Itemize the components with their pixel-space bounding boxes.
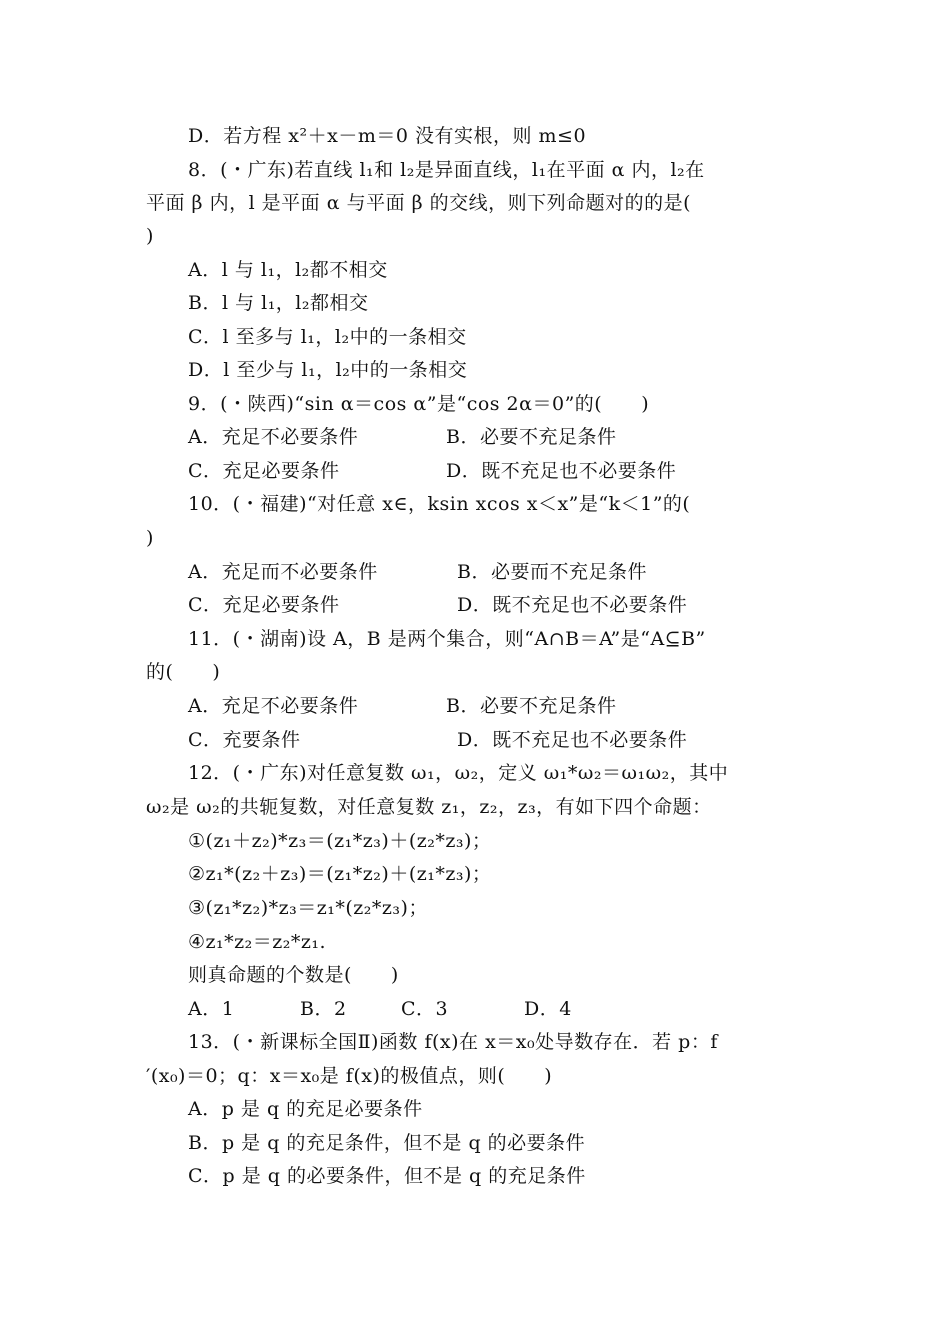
question-12-stem: 12．(・广东)对任意复数 ω₁，ω₂，定义 ω₁*ω₂＝ω₁ω₂，其中 <box>188 762 729 784</box>
option-8d: D．l 至少与 l₁，l₂中的一条相交 <box>188 359 468 381</box>
question-11-stem-end: 的( ) <box>146 661 221 683</box>
option-11c: C．充要条件 <box>188 729 301 751</box>
question-12-ask: 则真命题的个数是( ) <box>188 964 399 986</box>
option-13b: B．p 是 q 的充足条件，但不是 q 的必要条件 <box>188 1132 586 1154</box>
option-9d: D．既不充足也不必要条件 <box>446 460 677 482</box>
option-11d: D．既不充足也不必要条件 <box>457 729 688 751</box>
option-12a: A．1 <box>188 998 235 1020</box>
question-13-stem: 13．(・新课标全国Ⅱ)函数 f(x)在 x＝x₀处导数存在．若 p：f <box>188 1031 718 1053</box>
question-13-stem-cont: ′(x₀)＝0；q：x＝x₀是 f(x)的极值点，则( ) <box>146 1065 553 1087</box>
option-12b: B．2 <box>300 998 347 1020</box>
option-10b: B．必要而不充足条件 <box>457 561 647 583</box>
question-10-stem-end: ) <box>146 527 154 549</box>
proposition-4: ④z₁*z₂＝z₂*z₁. <box>188 931 327 953</box>
option-8a: A．l 与 l₁，l₂都不相交 <box>188 259 388 281</box>
option-11a: A．充足不必要条件 <box>188 695 359 717</box>
question-8-stem-cont: 平面 β 内，l 是平面 α 与平面 β 的交线，则下列命题对的的是( <box>146 192 692 214</box>
option-13a: A．p 是 q 的充足必要条件 <box>188 1098 423 1120</box>
option-9a: A．充足不必要条件 <box>188 426 359 448</box>
question-9-stem: 9．(・陕西)“sin α＝cos α”是“cos 2α＝0”的( ) <box>188 393 650 415</box>
option-12c: C．3 <box>401 998 449 1020</box>
question-12-stem-cont: ω₂是 ω₂的共轭复数，对任意复数 z₁，z₂，z₃，有如下四个命题： <box>146 796 712 818</box>
proposition-3: ③(z₁*z₂)*z₃＝z₁*(z₂*z₃)； <box>188 897 428 919</box>
question-11-stem: 11．(・湖南)设 A，B 是两个集合，则“A∩B＝A”是“A⊆B” <box>188 628 706 650</box>
question-8-stem-end: ) <box>146 225 154 247</box>
option-8c: C．l 至多与 l₁，l₂中的一条相交 <box>188 326 467 348</box>
option-10d: D．既不充足也不必要条件 <box>457 594 688 616</box>
proposition-2: ②z₁*(z₂＋z₃)＝(z₁*z₂)＋(z₁*z₃)； <box>188 863 492 885</box>
option-10c: C．充足必要条件 <box>188 594 340 616</box>
proposition-1: ①(z₁＋z₂)*z₃＝(z₁*z₃)＋(z₂*z₃)； <box>188 830 492 852</box>
option-7d: D．若方程 x²＋x－m＝0 没有实根，则 m≤0 <box>188 125 587 147</box>
option-11b: B．必要不充足条件 <box>446 695 617 717</box>
option-8b: B．l 与 l₁，l₂都相交 <box>188 292 369 314</box>
question-10-stem: 10．(・福建)“对任意 x∈，ksin xcos x＜x”是“k＜1”的( <box>188 493 691 515</box>
option-9c: C．充足必要条件 <box>188 460 340 482</box>
option-13c: C．p 是 q 的必要条件，但不是 q 的充足条件 <box>188 1165 586 1187</box>
option-10a: A．充足而不必要条件 <box>188 561 378 583</box>
option-9b: B．必要不充足条件 <box>446 426 617 448</box>
option-12d: D．4 <box>524 998 572 1020</box>
question-8-stem: 8．(・广东)若直线 l₁和 l₂是异面直线，l₁在平面 α 内，l₂在 <box>188 159 705 181</box>
